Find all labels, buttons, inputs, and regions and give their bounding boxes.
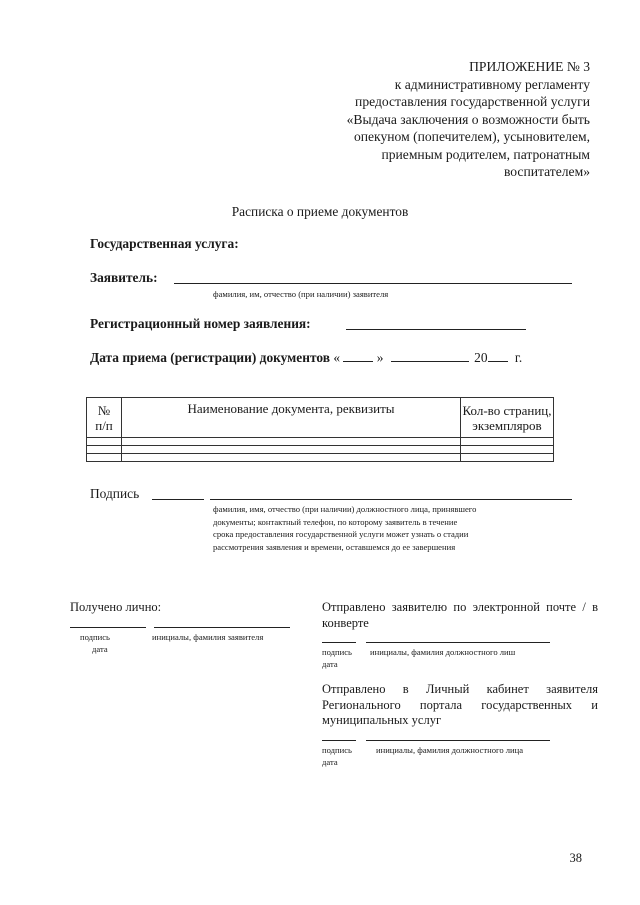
table-row [87,438,554,446]
col-pages-header [461,398,554,438]
annex-line: предоставления государственной услуги [355,94,590,109]
sent-portal-text [322,682,598,729]
documents-table [86,397,554,462]
sent-email-sign-hint: подпись [322,647,352,657]
sent-portal-line: муниципальных услуг [322,713,442,727]
date-year-prefix: 20 [474,350,488,365]
signature-hint-line: рассмотрения заявления и времени, оставшемся до ее завершения [213,541,456,552]
received-date-hint: дата [92,644,108,654]
table-row [87,454,554,462]
service-label: Государственная услуга: [90,236,239,251]
date-row [90,348,522,366]
sent-email-name-hint: инициалы, фамилия должностного лиш [370,647,516,657]
annex-line: ПРИЛОЖЕНИЕ № 3 [469,59,590,74]
date-label: Дата приема (регистрации) документов [90,350,330,365]
sent-portal-date-hint: дата [322,757,338,767]
sent-portal-name-line [366,740,550,741]
received-name-hint: инициалы, фамилия заявителя [152,632,264,642]
received-label: Получено лично: [70,600,162,614]
sent-email-sign-line [322,642,356,643]
sent-portal-line: Регионального портала государственных и [322,697,598,712]
sent-portal-line: Отправлено в Личный кабинет заявителя [322,682,598,696]
applicant-label: Заявитель: [90,270,158,285]
received-sign-line [70,627,146,628]
annex-line: к административному регламенту [394,76,590,92]
reg-number-label: Регистрационный номер заявления: [90,316,311,331]
sent-email-line: конверте [322,615,369,630]
signature-hint-line: фамилия, имя, отчество (при наличии) должностного лица, принявшего [213,504,477,514]
table-row [87,446,554,454]
col-pages-line: экземпляров [472,417,542,433]
col-document-header: Наименование документа, реквизиты [122,398,461,438]
sent-portal-sign-line [322,740,356,741]
signature-name-line [210,499,572,500]
date-quote-open: « [333,350,341,365]
document-title: Расписка о приеме документов [231,204,409,219]
annex-line: приемным родителем, патронатным [381,146,590,162]
annex-line: «Выдача заключения о возможности быть [346,111,590,127]
sent-portal-sign-hint: подпись [322,745,352,755]
signature-hint [213,503,476,553]
date-day-line [343,348,373,362]
signature-label: Подпись [90,486,140,501]
applicant-hint: фамилия, им, отчество (при наличии) заявителя [213,289,389,299]
date-year-line [488,348,508,362]
col-pages-line: Кол-во страниц, [462,402,552,418]
col-number-header [87,398,122,438]
sent-portal-name-hint: инициалы, фамилия должностного лица [376,745,524,755]
received-name-line [154,627,290,628]
date-month-line [391,348,469,362]
signature-line [152,499,204,500]
sent-email-text [322,600,598,631]
date-year-suffix: г. [514,350,523,365]
col-number-line: п/п [95,417,113,433]
annex-line: опекуном (попечителем), усыновителем, [353,129,590,144]
sent-email-name-line [366,642,550,643]
applicant-line [174,283,572,284]
received-sign-hint: подпись [80,632,110,642]
date-quote-close: » [376,350,384,365]
annex-header [230,58,590,181]
sent-email-date-hint: дата [322,659,338,669]
page-number: 38 [569,851,582,865]
signature-hint-line: документы; контактный телефон, по которому заявитель в течение [213,516,458,527]
table-header-row [87,398,554,438]
signature-hint-line: срока предоставления государственной услуги может узнать о стадии [213,529,469,539]
annex-line: воспитателем» [503,164,590,179]
col-number-line: № [97,402,111,418]
reg-number-line [346,329,526,330]
sent-email-line: Отправлено заявителю по электронной почте / в [322,600,598,614]
